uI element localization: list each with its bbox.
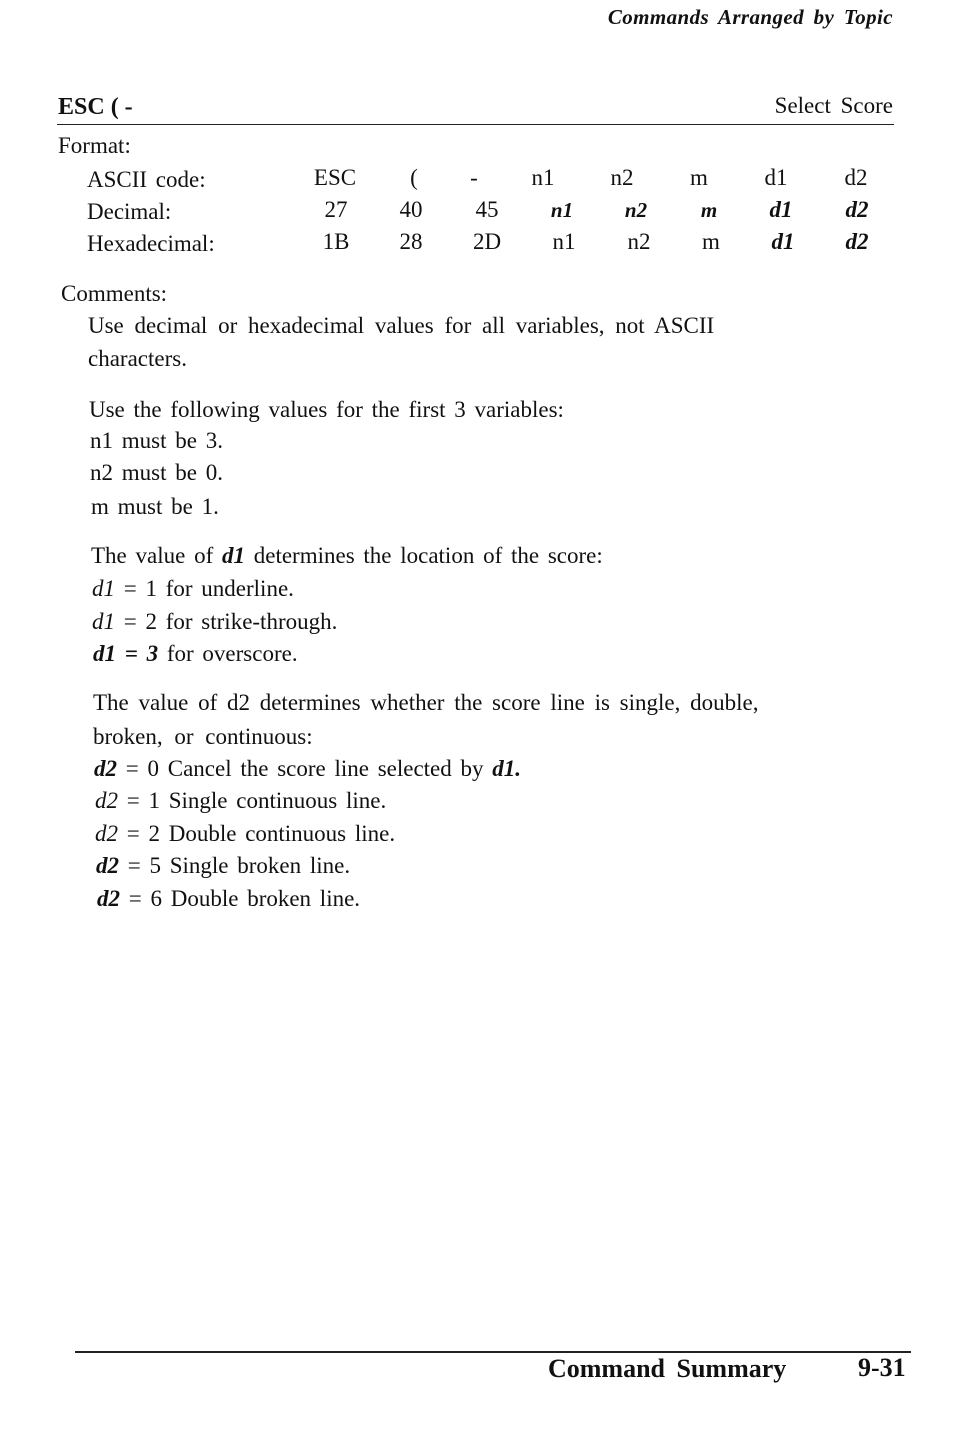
format-cell: m [702, 229, 720, 254]
format-cell: n1 [550, 198, 574, 222]
text-span: determines the location of the score: [253, 543, 603, 568]
format-cell: 40 [399, 197, 423, 222]
text-span: The value of [91, 543, 214, 568]
format-cell: 45 [475, 197, 499, 222]
variable-d1: d1 [93, 641, 116, 666]
format-cell: d1 [771, 229, 795, 254]
page-number: 9-31 [858, 1353, 906, 1382]
equals-value: = 2 [126, 821, 160, 846]
item-text: for strike-through. [165, 609, 338, 634]
format-cell: n1 [552, 229, 576, 254]
format-row-label: Decimal: [87, 199, 172, 224]
footer-rule [75, 1351, 911, 1353]
variable-d2: d2 [95, 788, 118, 813]
list-item [94, 756, 521, 782]
d1-intro [91, 543, 603, 569]
list-item: n2 must be 0. [90, 460, 223, 485]
format-cell: n2 [610, 165, 634, 190]
paragraph-line: Use the following values for the first 3 variables: [89, 397, 564, 422]
format-cell: 1B [322, 229, 350, 254]
variable-d1: d1 [92, 609, 115, 634]
item-text: Single continuous line. [168, 788, 387, 813]
item-text: for overscore. [166, 641, 298, 666]
item-text: Double continuous line. [168, 821, 396, 846]
list-item [97, 886, 360, 912]
format-cell: d2 [844, 165, 868, 190]
header-rule [57, 124, 894, 125]
item-text: Single broken line. [169, 853, 351, 878]
list-item [92, 609, 337, 635]
list-item [95, 788, 386, 814]
paragraph-line: characters. [88, 346, 187, 371]
command-description: Select Score [774, 93, 893, 118]
equals-value: = 0 [125, 756, 159, 781]
item-text: Double broken line. [170, 886, 361, 911]
format-cell: n1 [531, 165, 555, 190]
equals-value: = 1 [123, 576, 157, 601]
equals-value: = 5 [127, 853, 161, 878]
list-item [92, 576, 294, 602]
format-cell: ( [410, 165, 418, 190]
format-cell: d1 [769, 197, 793, 222]
equals-value: = 2 [123, 609, 157, 634]
variable-d1-ref: d1. [492, 756, 522, 781]
equals-value: = 3 [124, 641, 159, 666]
format-cell: m [700, 198, 718, 222]
footer-title: Command Summary [548, 1354, 787, 1383]
variable-d1: d1 [221, 543, 245, 568]
paragraph-line: broken, or continuous: [93, 724, 313, 749]
item-text: Cancel the score line selected by [167, 756, 484, 781]
variable-d2: d2 [95, 821, 118, 846]
paragraph-line: Use decimal or hexadecimal values for all variables, not ASCII [88, 313, 715, 338]
paragraph-line: The value of d2 determines whether the score line is single, double, [93, 690, 759, 715]
equals-value: = 1 [126, 788, 160, 813]
comments-label: Comments: [61, 281, 168, 306]
format-cell: ESC [313, 165, 357, 190]
list-item: m must be 1. [91, 494, 219, 519]
format-cell: - [470, 165, 478, 190]
format-cell: m [690, 165, 708, 190]
format-cell: d2 [845, 229, 869, 254]
item-text: for underline. [165, 576, 294, 601]
variable-d2: d2 [96, 853, 119, 878]
format-cell: d1 [764, 165, 788, 190]
format-row-label: ASCII code: [87, 167, 206, 192]
variable-d1: d1 [92, 576, 115, 601]
list-item: n1 must be 3. [90, 428, 223, 453]
variable-d2: d2 [97, 886, 120, 911]
running-head: Commands Arranged by Topic [607, 5, 893, 29]
format-cell: 27 [324, 197, 348, 222]
format-row-label: Hexadecimal: [87, 231, 215, 256]
list-item [93, 641, 298, 667]
format-cell: d2 [845, 197, 869, 222]
format-cell: 2D [472, 229, 502, 254]
equals-value: = 6 [128, 886, 162, 911]
list-item [95, 821, 395, 847]
format-cell: n2 [624, 198, 648, 222]
format-cell: n2 [627, 229, 651, 254]
variable-d2: d2 [94, 756, 117, 781]
format-cell: 28 [399, 229, 423, 254]
command-name: ESC ( - [58, 94, 133, 120]
format-label: Format: [58, 133, 131, 158]
list-item [96, 853, 350, 879]
